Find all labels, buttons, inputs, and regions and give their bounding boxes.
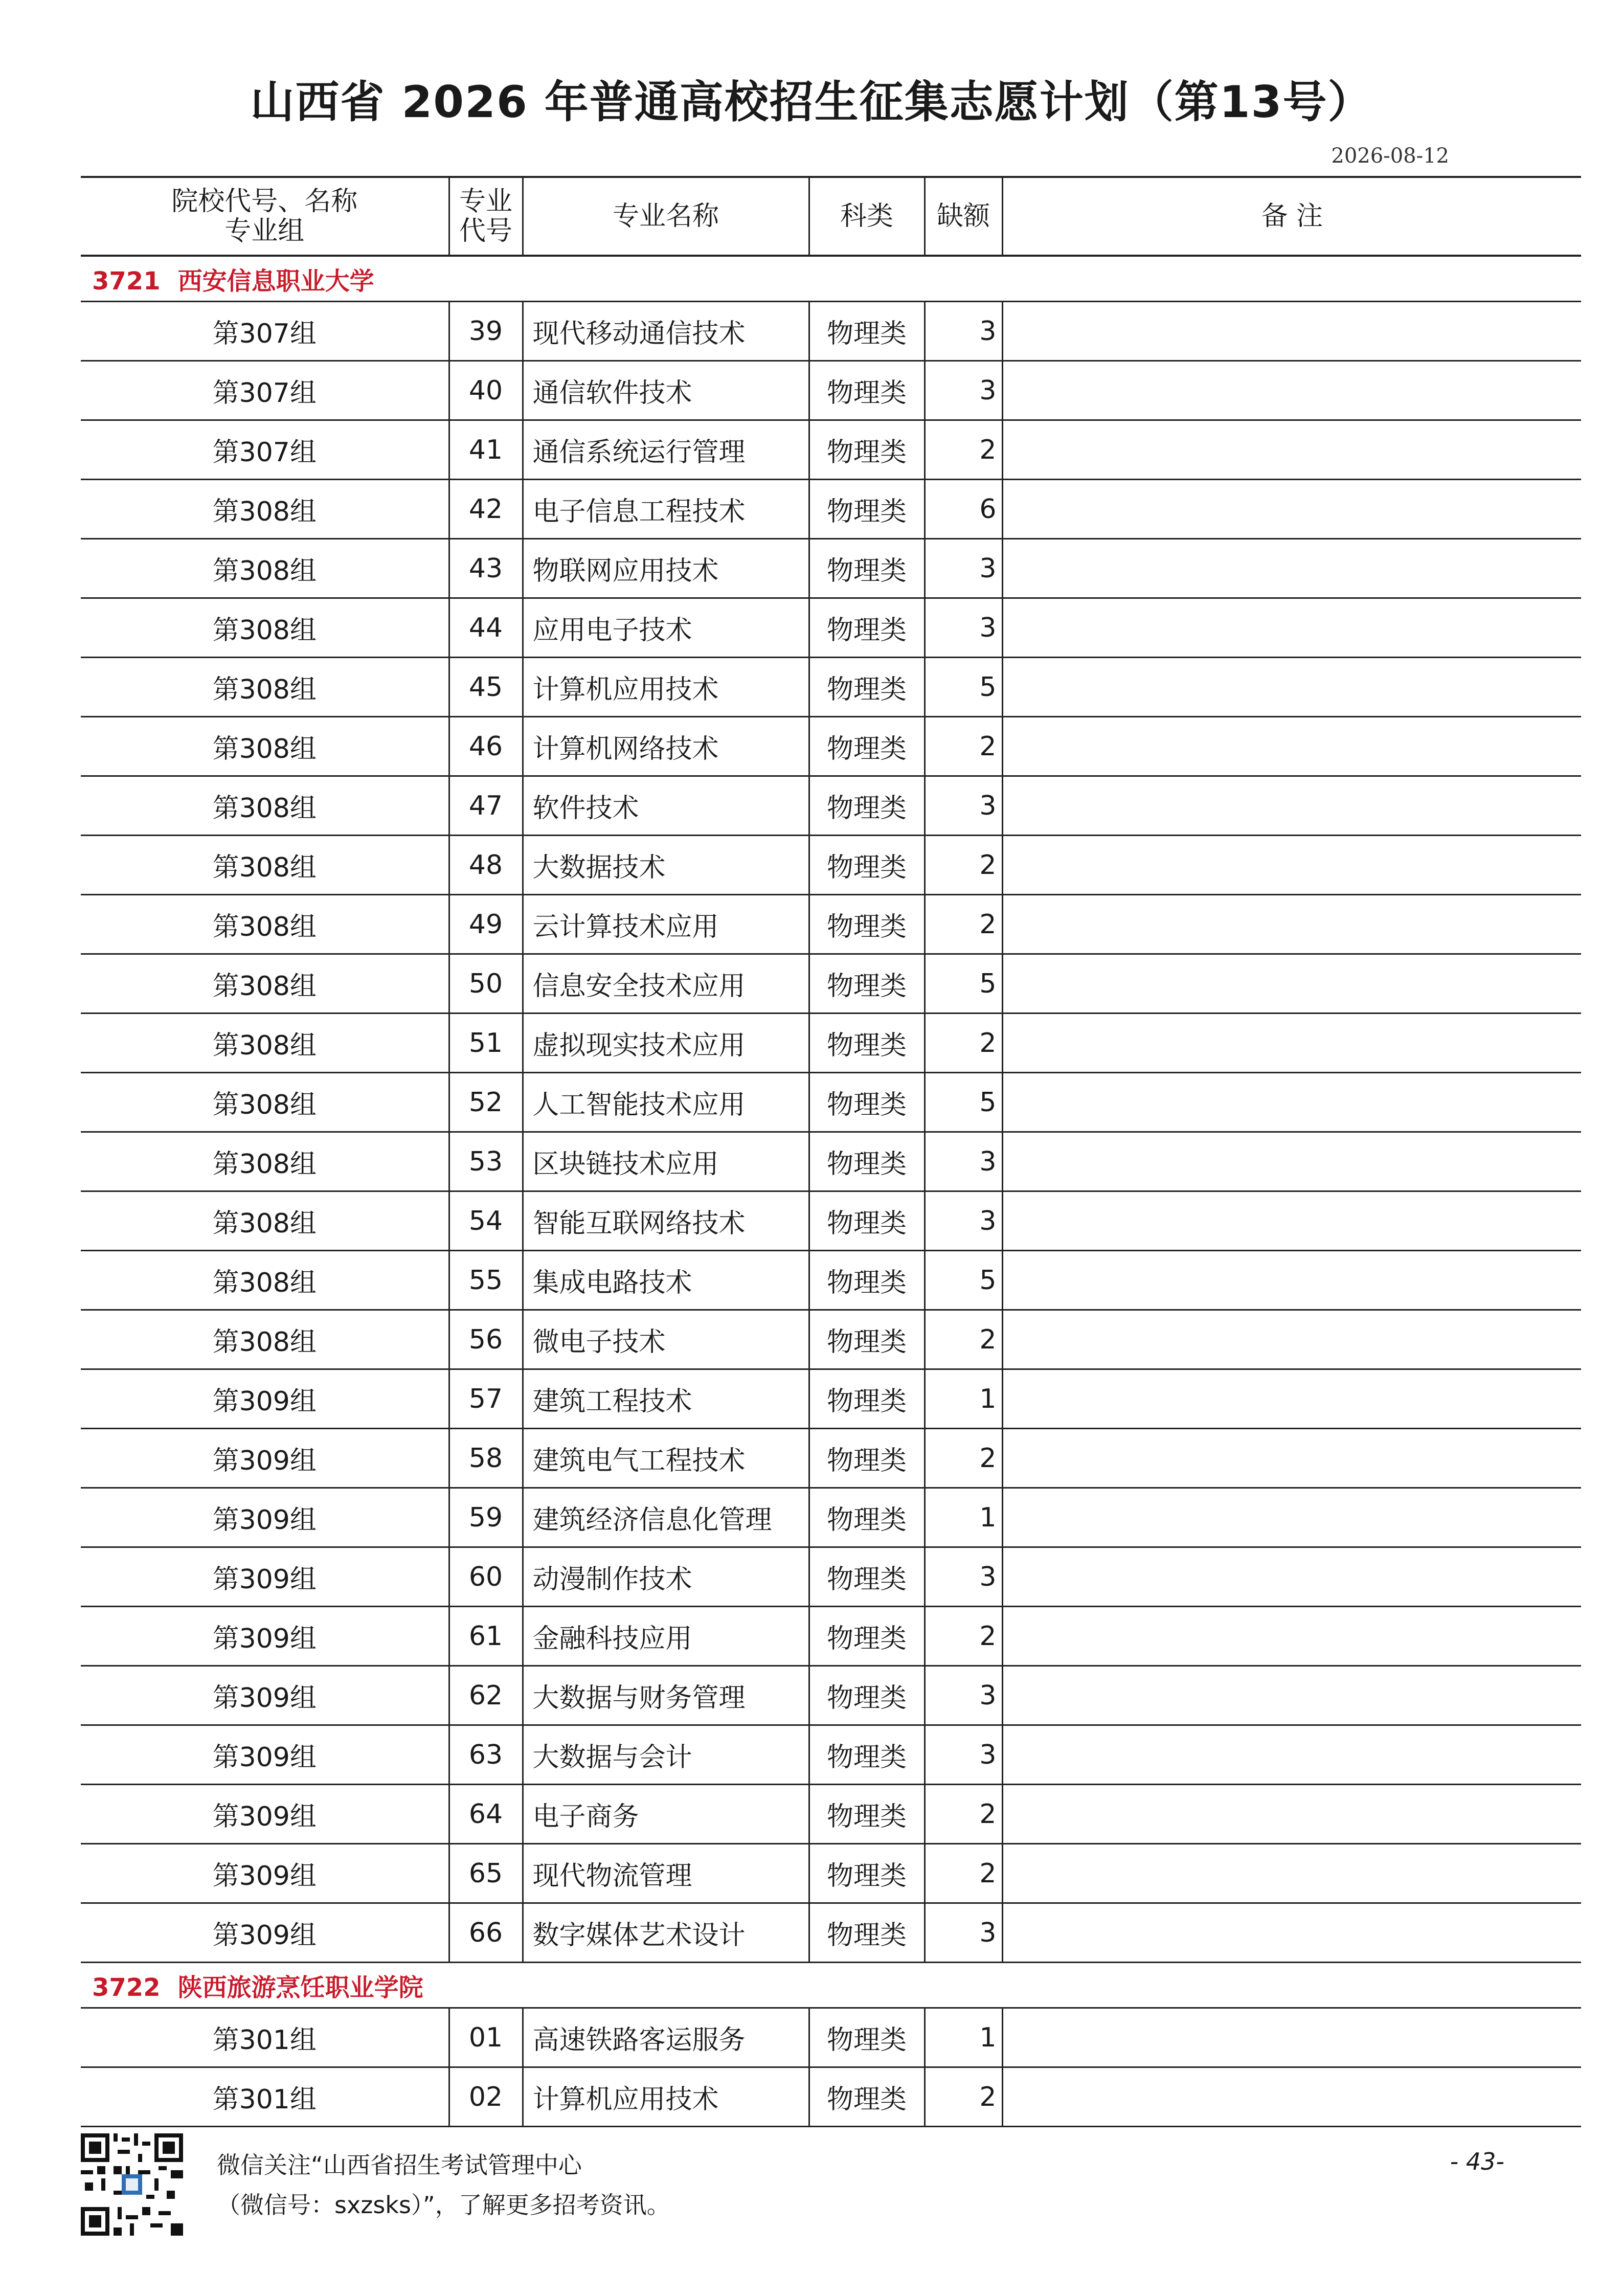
major-code: 44 [449, 598, 523, 658]
major-code: 66 [449, 1903, 523, 1963]
major-group: 第309组 [81, 1903, 449, 1963]
footer-wechat-line1: 微信关注“山西省招生考试管理中心 [217, 2151, 582, 2179]
subject-type: 物理类 [809, 776, 925, 836]
remark-cell [1002, 1844, 1581, 1903]
remark-cell [1002, 2067, 1581, 2127]
vacancy-count: 2 [925, 1844, 1002, 1903]
major-name: 云计算技术应用 [523, 895, 809, 954]
major-name: 软件技术 [523, 776, 809, 836]
table-row [81, 1785, 1581, 1844]
remark-cell [1002, 480, 1581, 539]
vacancy-count: 2 [925, 1014, 1002, 1073]
subject-type: 物理类 [809, 954, 925, 1014]
page-number: - 43- [1450, 2148, 1504, 2175]
remark-cell [1002, 1488, 1581, 1547]
major-group: 第308组 [81, 1073, 449, 1132]
table-row [81, 717, 1581, 776]
major-group: 第309组 [81, 1844, 449, 1903]
remark-cell [1002, 420, 1581, 480]
vacancy-count: 3 [925, 776, 1002, 836]
subject-type: 物理类 [809, 1132, 925, 1191]
remark-cell [1002, 895, 1581, 954]
major-name: 电子商务 [523, 1785, 809, 1844]
table-row [81, 1429, 1581, 1488]
vacancy-count: 3 [925, 1132, 1002, 1191]
table-row [81, 776, 1581, 836]
major-group: 第301组 [81, 2067, 449, 2127]
major-code: 63 [449, 1725, 523, 1785]
major-code: 56 [449, 1310, 523, 1369]
subject-type: 物理类 [809, 1251, 925, 1310]
remark-cell [1002, 539, 1581, 598]
subject-type: 物理类 [809, 1666, 925, 1725]
table-row [81, 895, 1581, 954]
vacancy-count: 1 [925, 1488, 1002, 1547]
subject-type: 物理类 [809, 895, 925, 954]
vacancy-count: 2 [925, 1607, 1002, 1666]
vacancy-count: 3 [925, 1191, 1002, 1251]
major-name: 建筑工程技术 [523, 1369, 809, 1429]
table-row [81, 1014, 1581, 1073]
major-code: 47 [449, 776, 523, 836]
header-subject: 科类 [809, 177, 925, 256]
major-group: 第309组 [81, 1666, 449, 1725]
school-code: 3722 [92, 1973, 161, 2002]
major-group: 第309组 [81, 1547, 449, 1607]
vacancy-count: 1 [925, 2008, 1002, 2067]
major-group: 第308组 [81, 717, 449, 776]
subject-type: 物理类 [809, 539, 925, 598]
subject-type: 物理类 [809, 717, 925, 776]
subject-type: 物理类 [809, 302, 925, 361]
subject-type: 物理类 [809, 598, 925, 658]
remark-cell [1002, 1369, 1581, 1429]
subject-type: 物理类 [809, 1310, 925, 1369]
vacancy-count: 2 [925, 895, 1002, 954]
major-code: 49 [449, 895, 523, 954]
major-group: 第308组 [81, 1014, 449, 1073]
vacancy-count: 3 [925, 1903, 1002, 1963]
table-row [81, 658, 1581, 717]
major-code: 45 [449, 658, 523, 717]
major-name: 现代物流管理 [523, 1844, 809, 1903]
header-code-line1: 专业 [459, 186, 512, 217]
subject-type: 物理类 [809, 836, 925, 895]
subject-type: 物理类 [809, 1785, 925, 1844]
remark-cell [1002, 1547, 1581, 1607]
subject-type: 物理类 [809, 2067, 925, 2127]
subject-type: 物理类 [809, 420, 925, 480]
remark-cell [1002, 1310, 1581, 1369]
table-row [81, 1607, 1581, 1666]
vacancy-count: 2 [925, 1785, 1002, 1844]
major-code: 40 [449, 361, 523, 420]
major-name: 微电子技术 [523, 1310, 809, 1369]
footer-wechat-line2: （微信号：sxzsks）”，了解更多招考资讯。 [217, 2191, 670, 2219]
major-code: 61 [449, 1607, 523, 1666]
major-code: 43 [449, 539, 523, 598]
major-code: 64 [449, 1785, 523, 1844]
remark-cell [1002, 1607, 1581, 1666]
subject-type: 物理类 [809, 480, 925, 539]
major-code: 39 [449, 302, 523, 361]
major-name: 计算机应用技术 [523, 2067, 809, 2127]
major-name: 大数据技术 [523, 836, 809, 895]
major-code: 53 [449, 1132, 523, 1191]
remark-cell [1002, 658, 1581, 717]
subject-type: 物理类 [809, 1191, 925, 1251]
vacancy-count: 2 [925, 1429, 1002, 1488]
subject-type: 物理类 [809, 1369, 925, 1429]
major-name: 人工智能技术应用 [523, 1073, 809, 1132]
major-group: 第308组 [81, 1191, 449, 1251]
school-header-row [81, 1963, 1581, 2008]
vacancy-count: 5 [925, 1251, 1002, 1310]
major-group: 第308组 [81, 658, 449, 717]
major-group: 第307组 [81, 361, 449, 420]
major-group: 第309组 [81, 1429, 449, 1488]
major-group: 第309组 [81, 1369, 449, 1429]
vacancy-count: 3 [925, 302, 1002, 361]
remark-cell [1002, 1251, 1581, 1310]
subject-type: 物理类 [809, 1547, 925, 1607]
major-code: 01 [449, 2008, 523, 2067]
remark-cell [1002, 717, 1581, 776]
subject-type: 物理类 [809, 1903, 925, 1963]
major-name: 区块链技术应用 [523, 1132, 809, 1191]
major-name: 计算机应用技术 [523, 658, 809, 717]
page-title: 山西省 2026 年普通高校招生征集志愿计划（第13号） [250, 77, 1373, 128]
major-group: 第307组 [81, 302, 449, 361]
table-row [81, 836, 1581, 895]
major-name: 通信软件技术 [523, 361, 809, 420]
major-code: 42 [449, 480, 523, 539]
table-row [81, 1073, 1581, 1132]
vacancy-count: 5 [925, 954, 1002, 1014]
major-group: 第309组 [81, 1725, 449, 1785]
major-name: 集成电路技术 [523, 1251, 809, 1310]
major-code: 02 [449, 2067, 523, 2127]
major-code: 62 [449, 1666, 523, 1725]
major-group: 第309组 [81, 1488, 449, 1547]
remark-cell [1002, 836, 1581, 895]
major-group: 第308组 [81, 895, 449, 954]
vacancy-count: 2 [925, 2067, 1002, 2127]
vacancy-count: 3 [925, 1725, 1002, 1785]
header-quota: 缺额 [925, 177, 1002, 256]
major-group: 第309组 [81, 1785, 449, 1844]
major-code: 52 [449, 1073, 523, 1132]
major-code: 57 [449, 1369, 523, 1429]
school-header [81, 256, 1581, 302]
vacancy-count: 3 [925, 1547, 1002, 1607]
major-name: 大数据与会计 [523, 1725, 809, 1785]
vacancy-count: 3 [925, 598, 1002, 658]
table-row [81, 1725, 1581, 1785]
remark-cell [1002, 598, 1581, 658]
header-code [449, 177, 523, 256]
major-group: 第308组 [81, 954, 449, 1014]
header-group-line1: 院校代号、名称 [171, 186, 358, 217]
table-row [81, 1132, 1581, 1191]
remark-cell [1002, 361, 1581, 420]
major-name: 智能互联网络技术 [523, 1191, 809, 1251]
major-name: 数字媒体艺术设计 [523, 1903, 809, 1963]
school-code: 3721 [92, 266, 161, 296]
major-code: 60 [449, 1547, 523, 1607]
major-group: 第308组 [81, 1132, 449, 1191]
major-name: 建筑电气工程技术 [523, 1429, 809, 1488]
major-code: 54 [449, 1191, 523, 1251]
table-row [81, 1251, 1581, 1310]
remark-cell [1002, 1725, 1581, 1785]
major-group: 第308组 [81, 598, 449, 658]
vacancy-count: 2 [925, 1310, 1002, 1369]
vacancy-count: 3 [925, 361, 1002, 420]
vacancy-count: 2 [925, 420, 1002, 480]
table-row [81, 420, 1581, 480]
major-code: 65 [449, 1844, 523, 1903]
school-header [81, 1963, 1581, 2008]
major-name: 电子信息工程技术 [523, 480, 809, 539]
subject-type: 物理类 [809, 1073, 925, 1132]
major-group: 第308组 [81, 836, 449, 895]
major-group: 第308组 [81, 480, 449, 539]
subject-type: 物理类 [809, 361, 925, 420]
vacancy-count: 2 [925, 717, 1002, 776]
major-group: 第308组 [81, 1251, 449, 1310]
vacancy-count: 6 [925, 480, 1002, 539]
header-group-line2: 专业组 [224, 216, 305, 246]
qr-code-icon [81, 2133, 183, 2236]
subject-type: 物理类 [809, 1429, 925, 1488]
remark-cell [1002, 1132, 1581, 1191]
major-name: 应用电子技术 [523, 598, 809, 658]
header-remark: 备 注 [1002, 177, 1581, 256]
subject-type: 物理类 [809, 1725, 925, 1785]
header-code-line2: 代号 [459, 216, 512, 246]
remark-cell [1002, 1903, 1581, 1963]
major-name: 计算机网络技术 [523, 717, 809, 776]
major-code: 51 [449, 1014, 523, 1073]
header-group [81, 177, 449, 256]
remark-cell [1002, 776, 1581, 836]
vacancy-count: 3 [925, 1666, 1002, 1725]
major-code: 55 [449, 1251, 523, 1310]
table-row [81, 2067, 1581, 2127]
major-name: 虚拟现实技术应用 [523, 1014, 809, 1073]
major-code: 59 [449, 1488, 523, 1547]
major-name: 通信系统运行管理 [523, 420, 809, 480]
table-row [81, 361, 1581, 420]
subject-type: 物理类 [809, 1607, 925, 1666]
table-row [81, 539, 1581, 598]
table-row [81, 598, 1581, 658]
vacancy-count: 5 [925, 1073, 1002, 1132]
remark-cell [1002, 1191, 1581, 1251]
major-code: 41 [449, 420, 523, 480]
major-name: 高速铁路客运服务 [523, 2008, 809, 2067]
remark-cell [1002, 1666, 1581, 1725]
major-name: 动漫制作技术 [523, 1547, 809, 1607]
table-row [81, 2008, 1581, 2067]
school-name: 陕西旅游烹饪职业学院 [177, 1973, 423, 2002]
header-major-name: 专业名称 [523, 177, 809, 256]
table-row [81, 480, 1581, 539]
subject-type: 物理类 [809, 1488, 925, 1547]
major-name: 金融科技应用 [523, 1607, 809, 1666]
vacancy-count: 3 [925, 539, 1002, 598]
plan-table [81, 176, 1581, 2127]
major-name: 信息安全技术应用 [523, 954, 809, 1014]
table-row [81, 1903, 1581, 1963]
school-name: 西安信息职业大学 [177, 266, 374, 296]
vacancy-count: 1 [925, 1369, 1002, 1429]
table-row [81, 954, 1581, 1014]
table-row [81, 1844, 1581, 1903]
major-code: 48 [449, 836, 523, 895]
major-code: 46 [449, 717, 523, 776]
publish-date: 2026-08-12 [1331, 144, 1449, 168]
remark-cell [1002, 954, 1581, 1014]
subject-type: 物理类 [809, 1844, 925, 1903]
remark-cell [1002, 1014, 1581, 1073]
table-row [81, 302, 1581, 361]
major-name: 物联网应用技术 [523, 539, 809, 598]
major-code: 58 [449, 1429, 523, 1488]
major-name: 大数据与财务管理 [523, 1666, 809, 1725]
table-row [81, 1310, 1581, 1369]
remark-cell [1002, 302, 1581, 361]
subject-type: 物理类 [809, 658, 925, 717]
remark-cell [1002, 1073, 1581, 1132]
major-group: 第307组 [81, 420, 449, 480]
table-row [81, 1547, 1581, 1607]
major-name: 建筑经济信息化管理 [523, 1488, 809, 1547]
school-header-row [81, 256, 1581, 302]
plan-table-body [81, 256, 1581, 2127]
subject-type: 物理类 [809, 1014, 925, 1073]
vacancy-count: 2 [925, 836, 1002, 895]
table-row [81, 1488, 1581, 1547]
major-group: 第308组 [81, 776, 449, 836]
table-row [81, 1369, 1581, 1429]
table-row [81, 1666, 1581, 1725]
subject-type: 物理类 [809, 2008, 925, 2067]
table-row [81, 1191, 1581, 1251]
major-code: 50 [449, 954, 523, 1014]
remark-cell [1002, 1785, 1581, 1844]
major-name: 现代移动通信技术 [523, 302, 809, 361]
major-group: 第301组 [81, 2008, 449, 2067]
major-group: 第308组 [81, 1310, 449, 1369]
vacancy-count: 5 [925, 658, 1002, 717]
header-row [81, 177, 1581, 256]
major-group: 第308组 [81, 539, 449, 598]
remark-cell [1002, 1429, 1581, 1488]
remark-cell [1002, 2008, 1581, 2067]
major-group: 第309组 [81, 1607, 449, 1666]
